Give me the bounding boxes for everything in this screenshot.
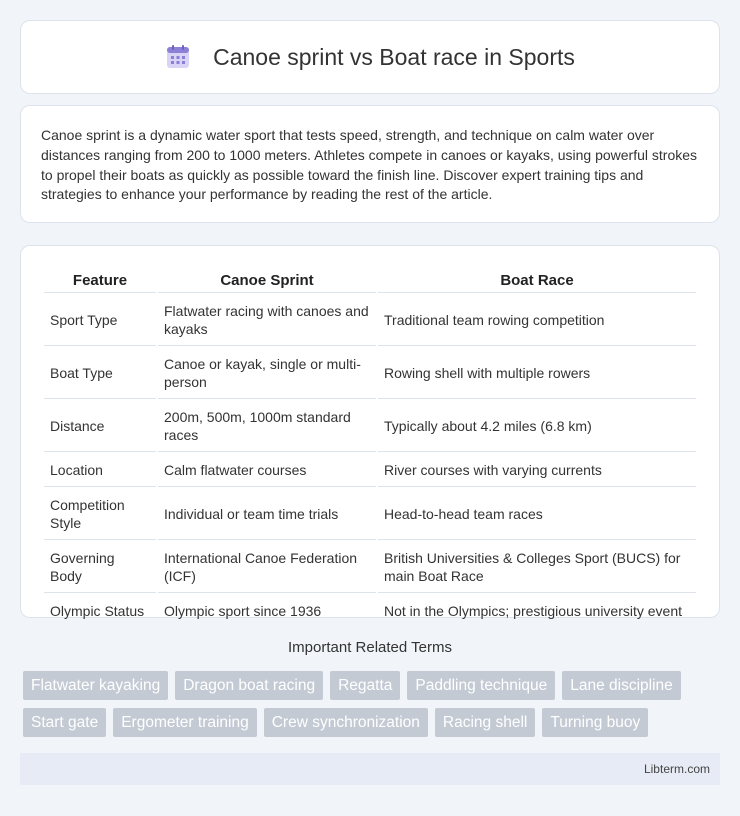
table-row — [44, 542, 696, 593]
tag-flatwater-kayaking[interactable]: Flatwater kayaking — [23, 671, 168, 700]
header-boat-race: Boat Race — [378, 268, 696, 293]
table-row — [44, 489, 696, 540]
row-canoe-sprint: International Canoe Federation (ICF) — [158, 542, 376, 593]
row-canoe-sprint: Canoe or kayak, single or multi-person — [158, 348, 376, 399]
title-card — [20, 20, 720, 94]
row-boat-race: Typically about 4.2 miles (6.8 km) — [378, 401, 696, 452]
row-canoe-sprint: Individual or team time trials — [158, 489, 376, 540]
tag-crew-synchronization[interactable]: Crew synchronization — [264, 708, 428, 737]
comparison-table-card — [20, 245, 720, 618]
footer-site-link[interactable]: Libterm.com — [643, 762, 710, 776]
table-row — [44, 401, 696, 452]
table-row — [44, 595, 696, 627]
row-feature: Olympic Status — [50, 603, 145, 619]
row-canoe-sprint: Olympic sport since 1936 — [164, 603, 322, 619]
row-boat-race: British Universities & Colleges Sport (BUCS) for main Boat Race — [378, 542, 696, 593]
row-feature: Boat Type — [44, 348, 156, 399]
row-feature: Location — [44, 454, 156, 487]
row-canoe-sprint: Flatwater racing with canoes and kayaks — [158, 295, 376, 346]
table-header-row — [44, 268, 696, 293]
table-row — [44, 454, 696, 487]
tag-turning-buoy[interactable]: Turning buoy — [542, 708, 648, 737]
tag-start-gate[interactable]: Start gate — [23, 708, 106, 737]
related-terms-tags — [23, 671, 713, 737]
row-feature: Distance — [44, 401, 156, 452]
row-feature: Governing Body — [44, 542, 156, 593]
row-boat-race: Head-to-head team races — [378, 489, 696, 540]
row-canoe-sprint: 200m, 500m, 1000m standard races — [158, 401, 376, 452]
tag-racing-shell[interactable]: Racing shell — [435, 708, 535, 737]
row-boat-race: Rowing shell with multiple rowers — [378, 348, 696, 399]
header-feature: Feature — [44, 268, 156, 293]
table-row — [44, 348, 696, 399]
tag-lane-discipline[interactable]: Lane discipline — [562, 671, 681, 700]
comparison-table — [42, 266, 698, 629]
tag-ergometer-training[interactable]: Ergometer training — [113, 708, 257, 737]
row-feature: Sport Type — [44, 295, 156, 346]
intro-text: Canoe sprint is a dynamic water sport that tests speed, strength, and technique on calm water over distances ranging from 200 to 1000 meters. Athletes compete in canoes or kayaks, using powerful strokes to propel their boats as quickly as possible toward the finish line. Discover expert training tips and strategies to enhance your performance by reading the rest of the article. — [41, 127, 698, 203]
row-boat-race: Not in the Olympics; prestigious university event — [384, 603, 683, 619]
row-boat-race: Traditional team rowing competition — [378, 295, 696, 346]
row-feature: Competition Style — [44, 489, 156, 540]
header-canoe-sprint: Canoe Sprint — [158, 268, 376, 293]
intro-card — [20, 105, 720, 223]
row-boat-race: River courses with varying currents — [378, 454, 696, 487]
row-canoe-sprint: Calm flatwater courses — [158, 454, 376, 487]
tag-paddling-technique[interactable]: Paddling technique — [407, 671, 555, 700]
tag-dragon-boat-racing[interactable]: Dragon boat racing — [175, 671, 323, 700]
tag-regatta[interactable]: Regatta — [330, 671, 400, 700]
related-terms-title: Important Related Terms — [288, 639, 452, 656]
table-row — [44, 295, 696, 346]
page-title: Canoe sprint vs Boat race in Sports — [213, 43, 575, 70]
footer — [20, 753, 720, 785]
calendar-grid-icon — [165, 44, 191, 70]
